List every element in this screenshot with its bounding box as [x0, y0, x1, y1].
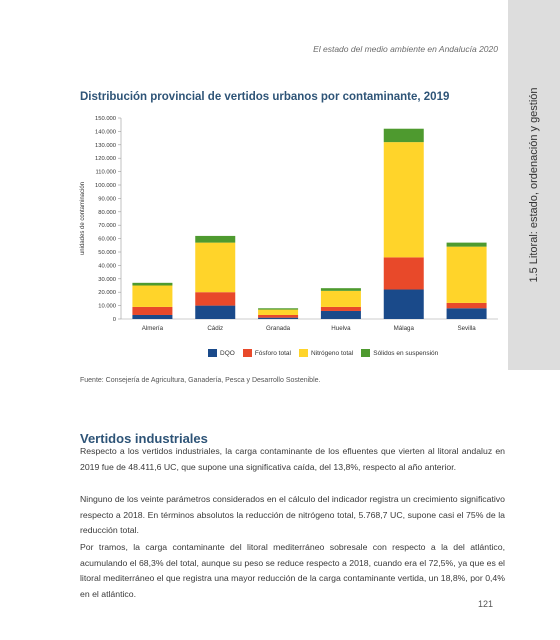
y-tick-label: 20.000: [98, 290, 116, 297]
legend-swatch-solidos: [361, 349, 370, 357]
chart-title: Distribución provincial de vertidos urbanos por contaminante, 2019: [80, 91, 450, 103]
page-number: 121: [478, 599, 494, 609]
bar-segment-cádiz-0: [195, 306, 235, 319]
y-tick-label: 30.000: [98, 276, 116, 283]
section-heading: Vertidos industriales: [80, 431, 208, 446]
legend-swatch-fosforo: [243, 349, 252, 357]
legend-label-fosforo: Fósforo total: [254, 349, 291, 357]
legend-label-dqo: DQO: [220, 349, 235, 357]
bar-segment-granada-2: [258, 310, 298, 315]
stacked-bar-chart: [76, 112, 506, 338]
y-tick-label: 120.000: [95, 156, 116, 163]
y-tick-label: 150.000: [95, 116, 116, 122]
x-tick-label: Almería: [141, 325, 164, 332]
bar-segment-granada-1: [258, 315, 298, 318]
y-tick-label: 10.000: [98, 303, 116, 310]
y-tick-label: 100.000: [95, 183, 116, 189]
legend-swatch-nitrogeno: [299, 349, 308, 357]
y-axis-label: unidades de contaminación: [80, 181, 86, 256]
legend-item-fosforo: [243, 349, 291, 357]
bar-segment-almería-2: [132, 286, 172, 307]
legend-item-solidos: [361, 349, 438, 357]
bar-segment-cádiz-1: [195, 292, 235, 305]
y-tick-label: 90.000: [98, 196, 116, 203]
legend-label-nitrogeno: Nitrógeno total: [310, 349, 354, 357]
y-tick-label: 50.000: [98, 250, 116, 256]
bar-segment-cádiz-2: [195, 243, 235, 293]
bar-segment-almería-0: [132, 315, 172, 319]
bar-segment-sevilla-0: [447, 308, 487, 319]
legend-item-nitrogeno: [299, 349, 353, 357]
y-tick-label: 60.000: [98, 236, 116, 243]
y-tick-label: 70.000: [98, 223, 116, 230]
x-tick-label: Granada: [266, 325, 291, 332]
chapter-sidebar-label: 1.5 Litoral: estado, ordenación y gestión: [528, 87, 540, 283]
figure-source: Fuente: Consejería de Agricultura, Ganadería, Pesca y Desarrollo Sostenible.: [80, 377, 321, 384]
legend-item-dqo: [208, 349, 235, 357]
chart-legend: [208, 349, 438, 357]
running-header: El estado del medio ambiente en Andalucía 2020: [313, 44, 498, 54]
paragraph-3: Por tramos, la carga contaminante del litoral mediterráneo sobresale con respecto a la del atlántico, acumulando el 68,3% del total, aunque su peso se reduce respecto a 2018, cuando era el 72,5%, ya que es el litoral mediterráneo el que registra una mayor reducción de la carga contaminante vertida, un 18,8%, por 0,4% en el atlántico.: [80, 542, 505, 599]
y-tick-label: 140.000: [95, 129, 116, 136]
bar-segment-málaga-2: [384, 142, 424, 257]
y-tick-label: 0: [112, 317, 116, 323]
legend-swatch-dqo: [208, 349, 217, 357]
bar-segment-almería-1: [132, 307, 172, 315]
x-tick-label: Huelva: [331, 325, 351, 332]
bar-segment-sevilla-3: [447, 243, 487, 247]
bar-segment-almería-3: [132, 283, 172, 286]
x-tick-label: Málaga: [393, 325, 414, 332]
bar-segment-cádiz-3: [195, 236, 235, 243]
x-tick-label: Cádiz: [207, 325, 224, 332]
x-tick-label: Sevilla: [457, 325, 476, 332]
bar-segment-málaga-1: [384, 257, 424, 289]
bar-segment-huelva-0: [321, 311, 361, 319]
bar-segment-granada-0: [258, 318, 298, 319]
bar-segment-huelva-2: [321, 291, 361, 307]
y-tick-label: 40.000: [98, 263, 116, 270]
legend-label-solidos: Sólidos en suspensión: [373, 349, 439, 357]
bar-segment-huelva-3: [321, 288, 361, 291]
y-tick-label: 110.000: [95, 169, 116, 176]
bar-segment-sevilla-2: [447, 247, 487, 303]
y-tick-label: 130.000: [95, 142, 116, 149]
bar-segment-málaga-0: [384, 290, 424, 319]
paragraph-1: Respecto a los vertidos industriales, la carga contaminante de los efluentes que vierten al litoral andaluz en 2019 fue de 48.411,6 UC, que supone una significativa caída, del 13,8%, respecto al año anterior.: [80, 446, 505, 472]
y-tick-label: 80.000: [98, 209, 116, 216]
bar-segment-granada-3: [258, 308, 298, 309]
paragraph-2: Ninguno de los veinte parámetros considerados en el cálculo del indicador registra un crecimiento significativo respecto a 2018. En términos absolutos la reducción de nitrógeno total, 5.768,7 UC, supone casi el 75% de la reducción total.: [80, 494, 505, 535]
bar-segment-huelva-1: [321, 307, 361, 311]
bar-segment-sevilla-1: [447, 303, 487, 308]
bar-segment-málaga-3: [384, 129, 424, 142]
